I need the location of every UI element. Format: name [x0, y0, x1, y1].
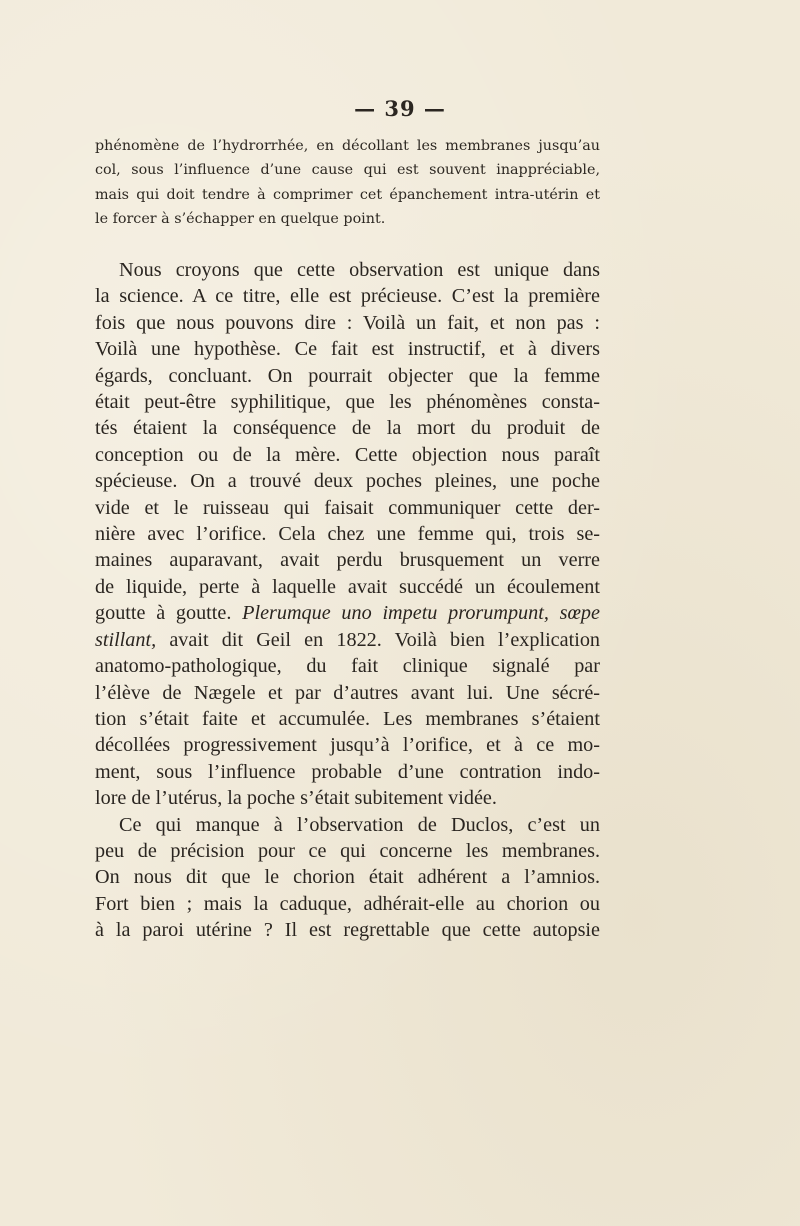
- continuation-paragraph: [95, 134, 600, 232]
- text-line: Voilà une hypothèse. Ce fait est instructif, et à divers: [95, 338, 600, 361]
- text-fragment: goutte à goutte.: [95, 602, 232, 625]
- text-line: peu de précision pour ce qui concerne les membranes.: [95, 839, 600, 862]
- text-line: la science. A ce titre, elle est précieuse. C’est la première: [95, 285, 600, 308]
- text-line-latin-end: [95, 627, 600, 653]
- text-line: vide et le ruisseau qui faisait communiquer cette der-: [95, 496, 600, 519]
- text-line: de liquide, perte à laquelle avait succédé un écoulement: [95, 575, 600, 598]
- text-line: égards, concluant. On pourrait objecter que la femme: [95, 364, 600, 387]
- text-line: fois que nous pouvons dire : Voilà un fait, et non pas :: [95, 311, 600, 334]
- text-line: Nous croyons que cette observation est unique dans: [119, 259, 600, 281]
- text-line: anatomo-pathologique, du fait clinique signalé par: [95, 655, 600, 678]
- text-line: ment, sous l’influence probable d’une contration indo-: [95, 760, 600, 783]
- text-line-latin-start: [95, 600, 600, 626]
- paragraph: [95, 812, 600, 944]
- text-line: le forcer à s’échapper en quelque point.: [95, 211, 386, 228]
- main-body: [95, 257, 600, 944]
- latin-quote-end: stillant,: [95, 628, 157, 651]
- text-line: maines auparavant, avait perdu brusquement un verre: [95, 549, 600, 572]
- page-number: — 39 —: [354, 96, 446, 121]
- text-line: Fort bien ; mais la caduque, adhérait-elle au chorion ou: [95, 892, 600, 915]
- text-line: l’élève de Nægele et par d’autres avant lui. Une sécré-: [95, 681, 600, 704]
- text-line: col, sous l’influence d’une cause qui est souvent inappréciable,: [95, 162, 600, 179]
- text-fragment: avait dit Geil en 1822. Voilà bien l’explication: [169, 628, 601, 651]
- text-line: mais qui doit tendre à comprimer cet épanchement intra-utérin et: [95, 186, 600, 203]
- text-line: tés étaient la conséquence de la mort du produit de: [95, 417, 600, 440]
- text-line: était peut-être syphilitique, que les phénomènes consta-: [95, 391, 600, 414]
- text-line: phénomène de l’hydrorrhée, en décollant les membranes jusqu’au: [95, 138, 600, 154]
- latin-quote: Plerumque uno impetu prorumpunt, sœpe: [242, 602, 600, 625]
- text-line: spécieuse. On a trouvé deux poches pleines, une poche: [95, 470, 600, 493]
- text-line: conception ou de la mère. Cette objection nous paraît: [95, 443, 600, 466]
- text-line: décollées progressivement jusqu’à l’orifice, et à ce mo-: [95, 734, 600, 757]
- text-line: tion s’était faite et accumulée. Les membranes s’étaient: [95, 707, 600, 730]
- text-line: lore de l’utérus, la poche s’était subitement vidée.: [95, 787, 497, 810]
- text-line: Ce qui manque à l’observation de Duclos, c’est un: [119, 813, 600, 836]
- text-line: On nous dit que le chorion était adhérent a l’amnios.: [95, 866, 600, 889]
- text-line: nière avec l’orifice. Cela chez une femme qui, trois se-: [95, 523, 600, 546]
- text-line: à la paroi utérine ? Il est regrettable que cette autopsie: [95, 919, 600, 942]
- paragraph: [95, 257, 600, 812]
